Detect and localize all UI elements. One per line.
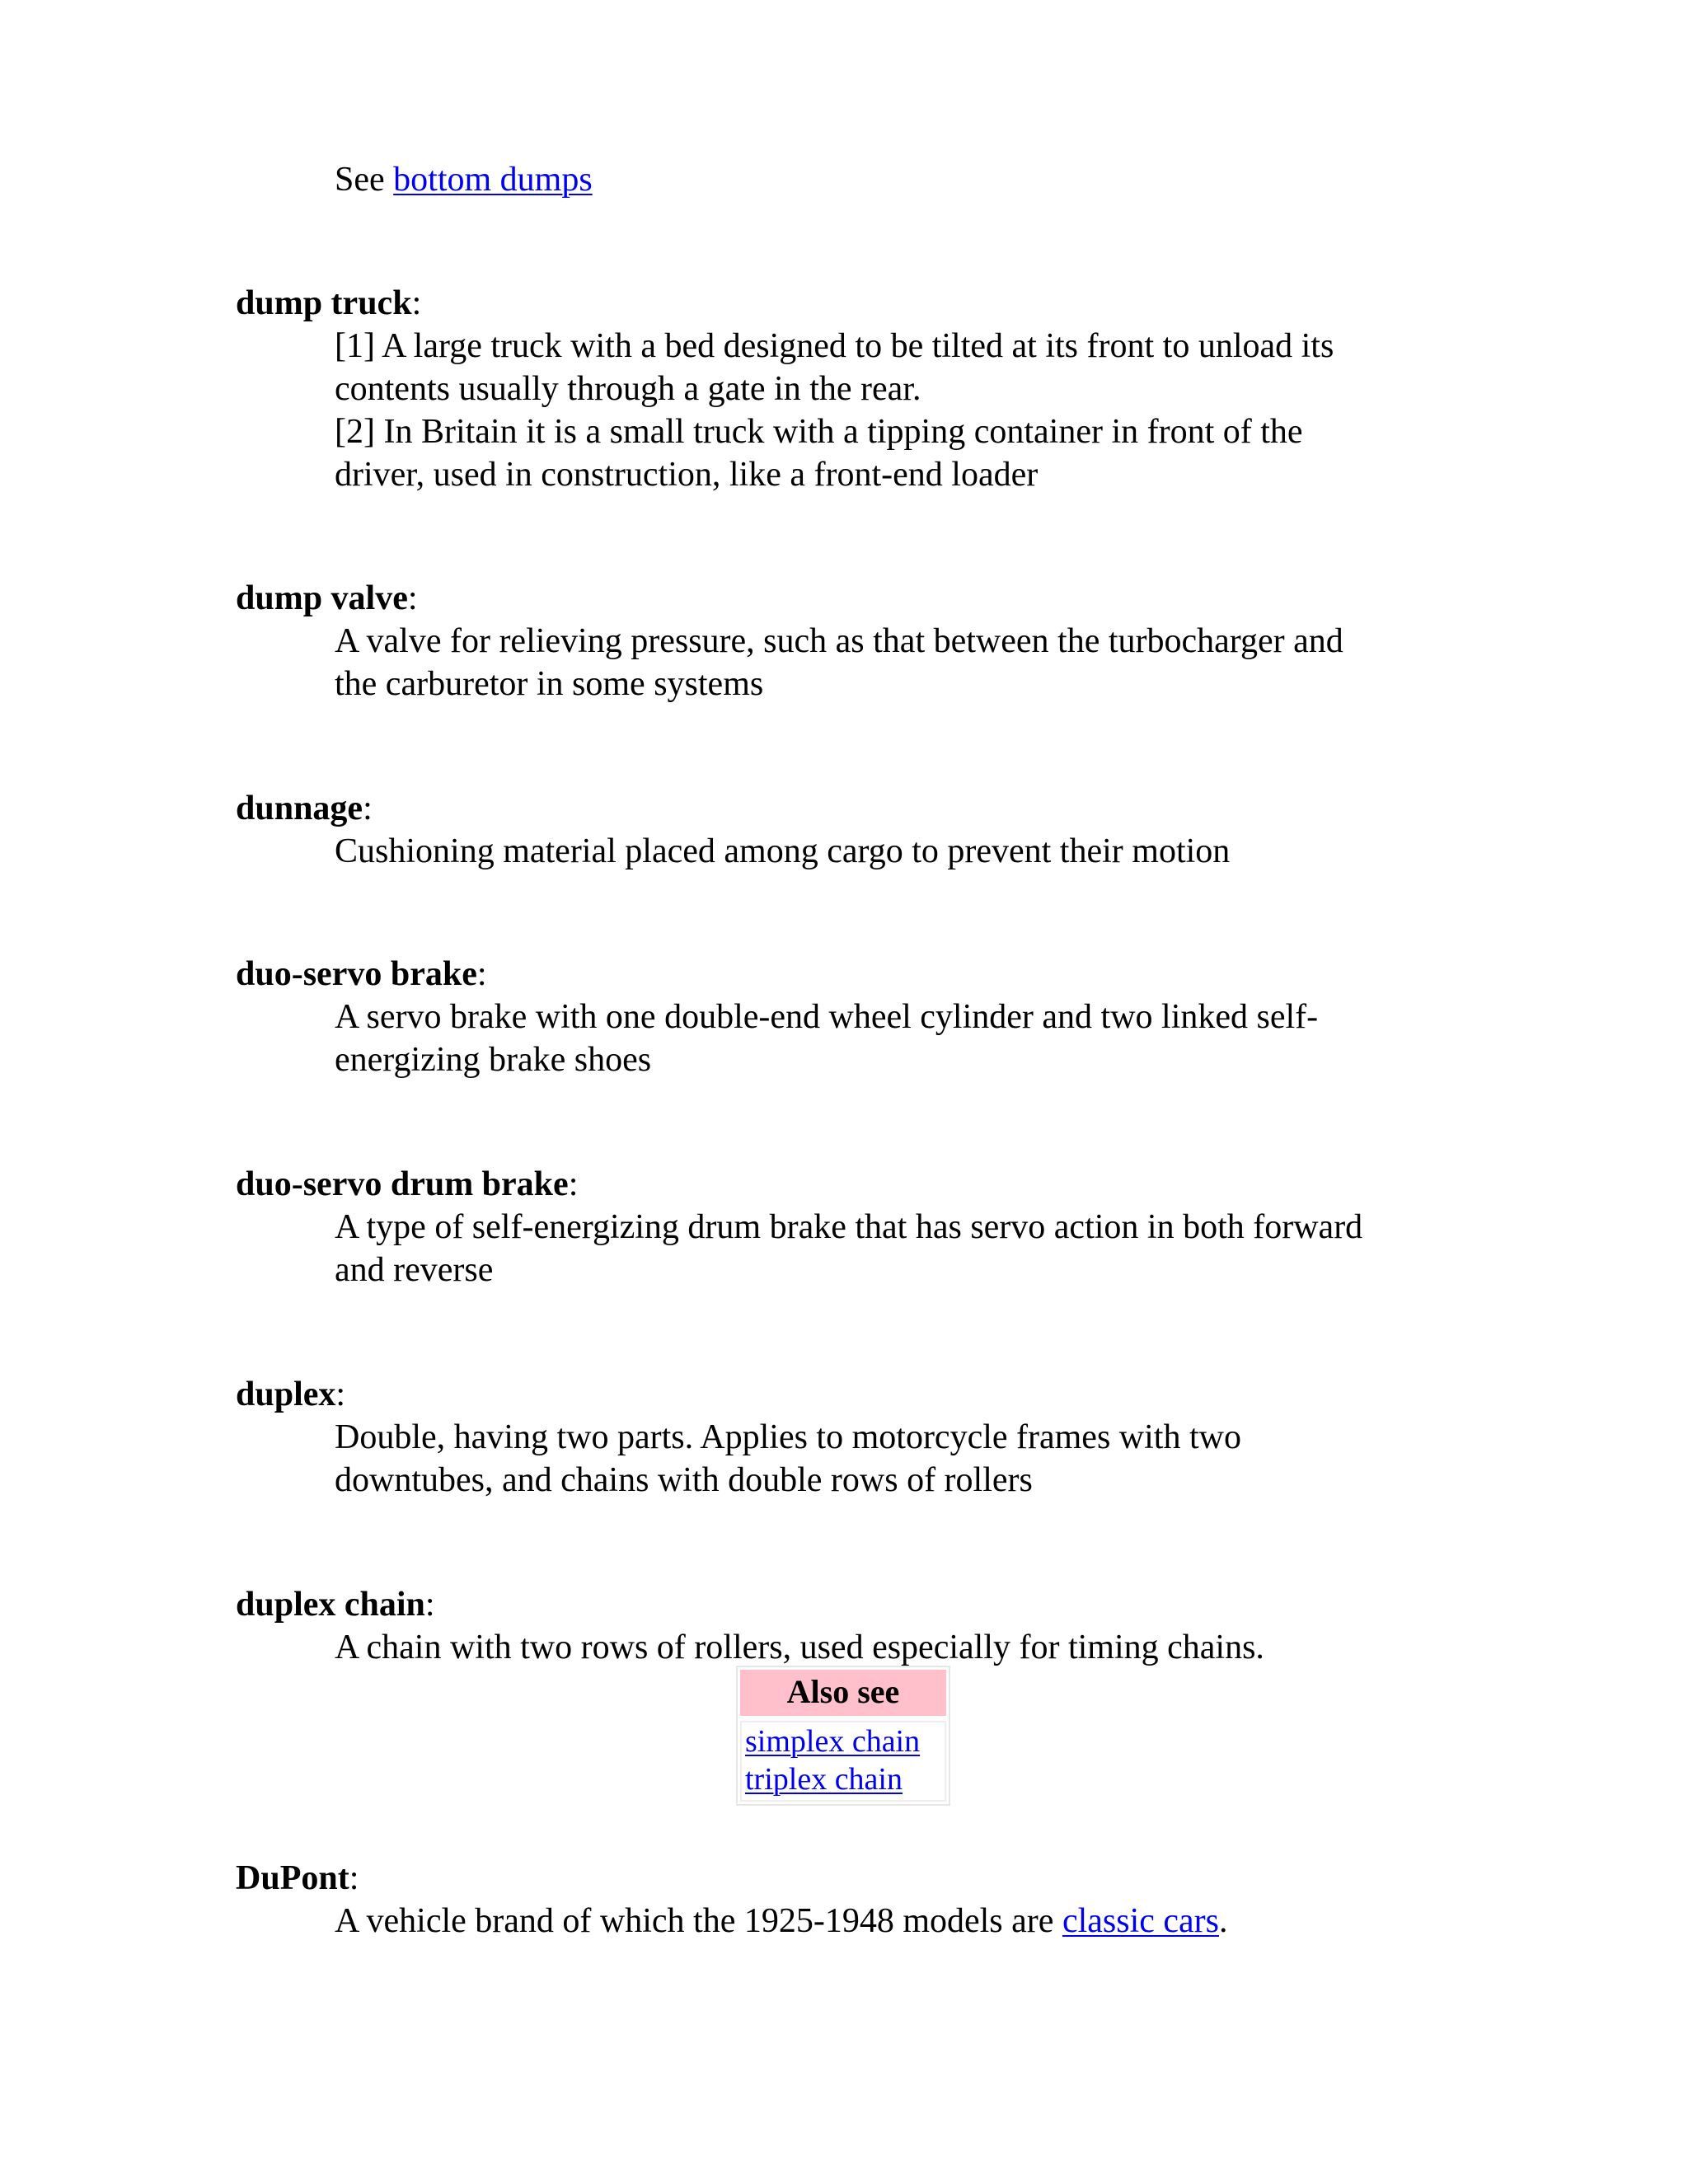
entry-dunnage — [236, 787, 1472, 873]
bottom-dumps-link[interactable]: bottom dumps — [393, 161, 593, 199]
entry-duo-servo-brake — [236, 953, 1472, 1081]
term-colon: : — [476, 955, 487, 993]
classic-cars-link[interactable]: classic cars — [1062, 1902, 1220, 1940]
definition — [236, 1206, 1554, 1291]
definition-line: A servo brake with one double-end wheel cylinder and two linked self- — [335, 998, 1319, 1036]
term-title: duo-servo brake — [236, 955, 477, 993]
definition-line: downtubes, and chains with double rows of rollers — [335, 1461, 1033, 1499]
definition-line: the carburetor in some systems — [335, 665, 764, 703]
term-title: dunnage — [236, 790, 363, 827]
definition-line: [2] In Britain it is a small truck with a tipping container in front of the — [335, 413, 1303, 451]
definition-line: Cushioning material placed among cargo to prevent their motion — [335, 832, 1231, 870]
term-colon: : — [363, 790, 373, 827]
also-see-title: Also see — [740, 1670, 946, 1716]
simplex-chain-link[interactable]: simplex chain — [745, 1724, 921, 1759]
term-colon: : — [411, 284, 422, 322]
definition — [236, 1626, 1554, 1669]
entry-dupont — [236, 1857, 1472, 1943]
definition — [236, 1900, 1554, 1943]
entry-duplex — [236, 1373, 1472, 1502]
definition-line: driver, used in construction, like a front-end loader — [335, 456, 1039, 494]
term-colon: : — [349, 1859, 359, 1897]
definition-line: contents usually through a gate in the rear. — [335, 370, 921, 408]
term-title: DuPont — [236, 1859, 349, 1897]
definition-text: A vehicle brand of which the 1925-1948 models are — [335, 1902, 1062, 1940]
definition-line: A chain with two rows of rollers, used especially for timing chains. — [335, 1629, 1264, 1666]
definition-line: and reverse — [335, 1251, 494, 1289]
also-see-links — [740, 1721, 946, 1802]
term-colon: : — [424, 1586, 435, 1624]
term-title: dump truck — [236, 284, 412, 322]
triplex-chain-link[interactable]: triplex chain — [745, 1762, 903, 1797]
entry-duo-servo-drum-brake — [236, 1163, 1472, 1291]
definition — [236, 830, 1554, 873]
definition-line: A type of self-energizing drum brake that has servo action in both forward — [335, 1208, 1363, 1246]
entry-duplex-chain — [236, 1583, 1472, 1669]
term-colon: : — [568, 1165, 579, 1203]
definition — [236, 1416, 1554, 1502]
top-note-prefix: See — [335, 161, 394, 199]
term-title: duplex chain — [236, 1586, 425, 1624]
entry-dump-truck — [236, 282, 1472, 496]
definition-line: [1] A large truck with a bed designed to be tilted at its front to unload its — [335, 327, 1334, 365]
also-see-box — [736, 1666, 950, 1806]
definition-line: energizing brake shoes — [335, 1041, 652, 1079]
top-note — [236, 158, 1472, 201]
entry-dump-valve — [236, 577, 1472, 705]
definition — [236, 620, 1554, 705]
definition — [236, 325, 1554, 496]
term-title: duplex — [236, 1376, 336, 1413]
definition-suffix: . — [1219, 1902, 1228, 1940]
term-colon: : — [407, 579, 418, 617]
term-title: duo-servo drum brake — [236, 1165, 569, 1203]
term-title: dump valve — [236, 579, 408, 617]
definition-line: A valve for relieving pressure, such as that between the turbocharger and — [335, 622, 1343, 660]
term-colon: : — [335, 1376, 346, 1413]
definition-line: Double, having two parts. Applies to motorcycle frames with two — [335, 1418, 1241, 1456]
definition — [236, 996, 1554, 1081]
